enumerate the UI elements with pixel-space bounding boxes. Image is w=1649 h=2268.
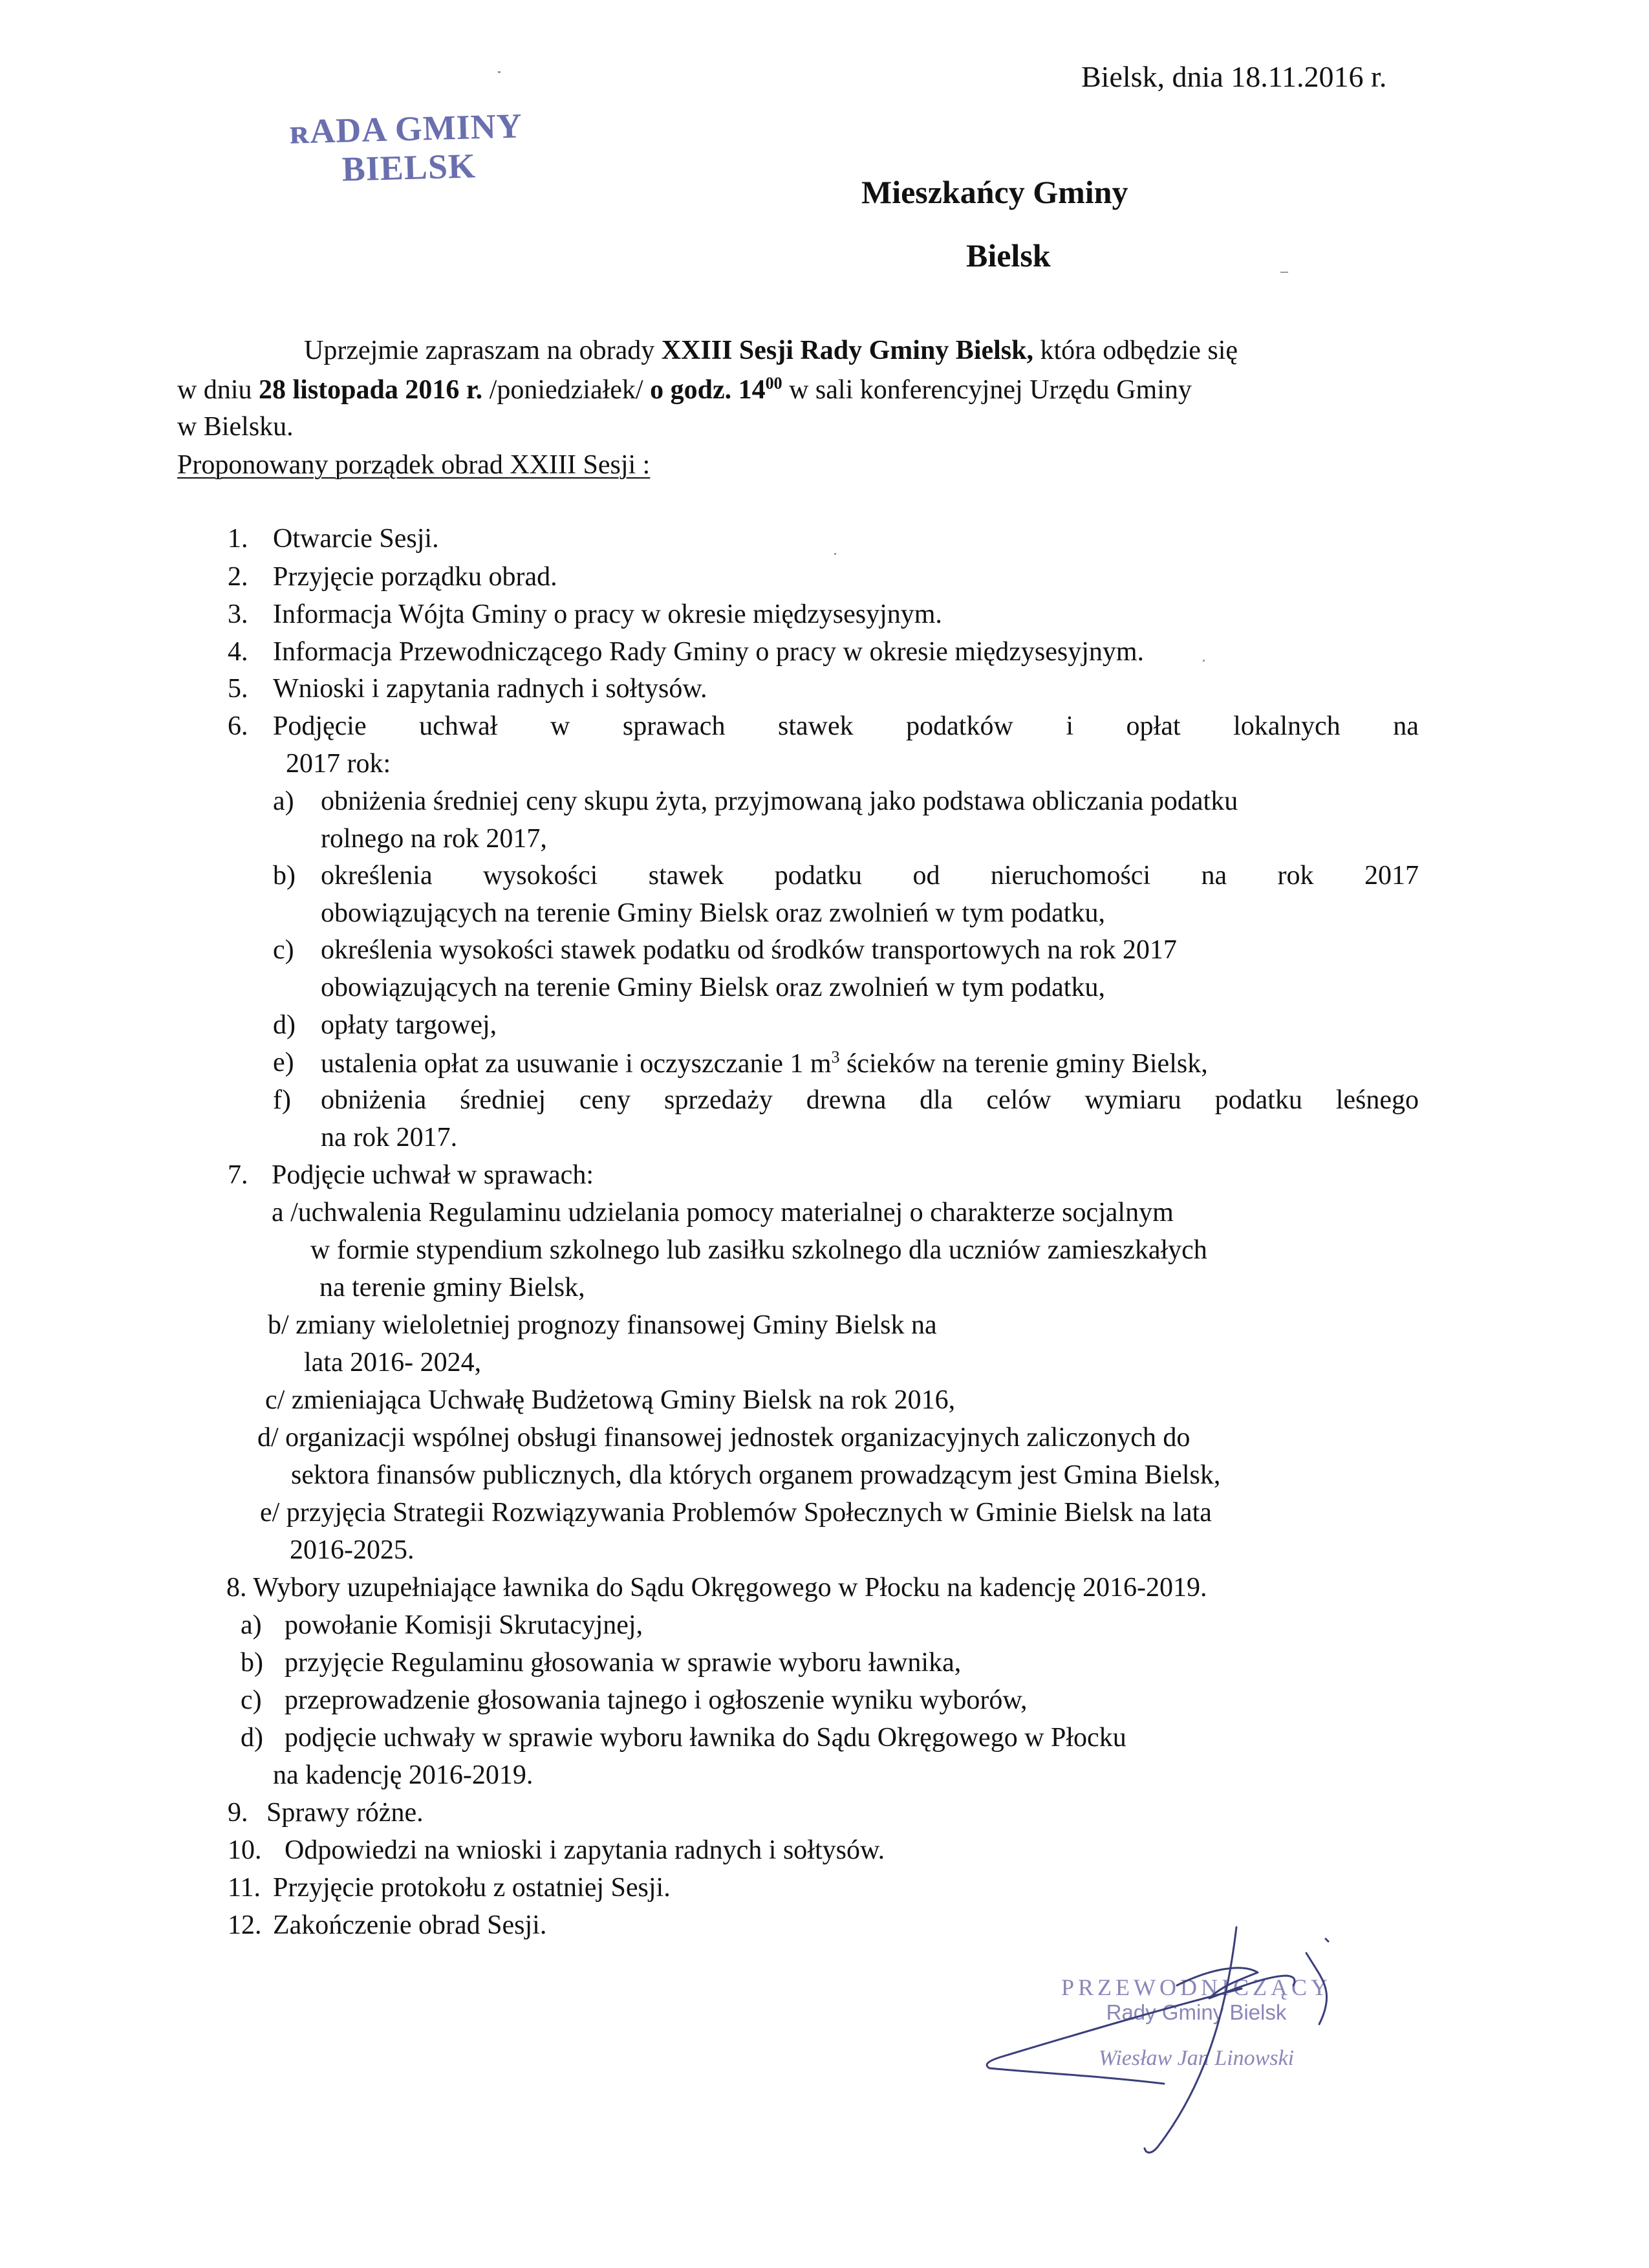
agenda-item-8d: podjęcie uchwały w sprawie wyboru ławnika do Sądu Okręgowego w Płocku [285, 1723, 1126, 1753]
agenda-item-7d: d/ organizacji wspólnej obsługi finansowej jednostek organizacyjnych zaliczonych do [257, 1423, 1191, 1453]
word: uchwał [419, 711, 498, 741]
sub-letter: a) [273, 786, 294, 816]
session-date: 28 listopada 2016 r. [259, 375, 483, 405]
agenda-item-7a: a /uchwalenia Regulaminu udzielania pomocy materialnej o charakterze socjalnym [272, 1198, 1174, 1227]
word: opłat [1126, 711, 1181, 741]
agenda-item-6f [321, 1086, 1419, 1114]
agenda-number: 3. [228, 599, 248, 629]
word: lokalnych [1233, 711, 1341, 741]
word: od [912, 861, 940, 891]
intro-line1 [304, 337, 1238, 364]
agenda-item-7d-cont: sektora finansów publicznych, dla których organem prowadzącym jest Gmina Bielsk, [291, 1460, 1221, 1490]
word: ceny [579, 1085, 631, 1115]
agenda-item-6b-cont: obowiązujących na terenie Gminy Bielsk oraz zwolnień w tym podatku, [321, 898, 1105, 928]
agenda-item-7c: c/ zmieniająca Uchwałę Budżetową Gminy Bielsk na rok 2016, [265, 1385, 956, 1415]
chairman-name: Wiesław Jan Linowski [1098, 2046, 1295, 2070]
word: rok [1277, 861, 1314, 891]
word: określenia [321, 861, 433, 891]
word: i [1066, 711, 1074, 741]
chairman-org: Rady Gminy Bielsk [1106, 2000, 1287, 2024]
word: leśnego [1335, 1085, 1419, 1115]
agenda-item-7e: e/ przyjęcia Strategii Rozwiązywania Problemów Społecznych w Gminie Bielsk na lata [260, 1498, 1212, 1528]
agenda-item-5: Wnioski i zapytania radnych i sołtysów. [273, 674, 707, 704]
agenda-number: 6. [228, 711, 248, 741]
sub-letter: a) [241, 1610, 262, 1640]
agenda-heading: Proponowany porządek obrad XXIII Sesji : [177, 450, 651, 480]
scan-speck [834, 553, 836, 555]
agenda-item-6d: opłaty targowej, [321, 1010, 497, 1040]
agenda-item-6a: obniżenia średniej ceny skupu żyta, przyjmowaną jako podstawa obliczania podatku [321, 786, 1238, 816]
agenda-item-6b [321, 862, 1419, 889]
sub-letter: e) [273, 1048, 294, 1077]
intro-text: w dniu [177, 375, 259, 405]
sub-letter: c) [241, 1685, 262, 1715]
word: w [550, 711, 570, 741]
council-stamp [289, 108, 524, 188]
agenda-item-6c: określenia wysokości stawek podatku od środków transportowych na rok 2017 [321, 935, 1177, 965]
sub-letter: b) [273, 861, 296, 891]
word: celów [986, 1085, 1051, 1115]
addressee-line1: Mieszkańcy Gminy [861, 174, 1128, 210]
word: nieruchomości [990, 861, 1151, 891]
agenda-item-8d-cont: na kadencję 2016-2019. [273, 1760, 534, 1790]
agenda-item-7e-cont: 2016-2025. [290, 1535, 415, 1565]
scan-speck [1203, 660, 1205, 662]
intro-text: Uprzejmie zapraszam na obrady [304, 336, 662, 365]
agenda-item-7b: b/ zmiany wieloletniej prognozy finansowej Gminy Bielsk na [268, 1310, 937, 1340]
agenda-item-11: Przyjęcie protokołu z ostatniej Sesji. [273, 1873, 671, 1903]
session-time [650, 375, 782, 405]
agenda-item-1: Otwarcie Sesji. [273, 524, 439, 554]
addressee-line2: Bielsk [966, 237, 1051, 274]
word: 2017 [1364, 861, 1419, 891]
word: drewna [806, 1085, 887, 1115]
agenda-number: 9. [228, 1798, 248, 1828]
handwritten-signature [905, 1914, 1410, 2160]
session-time-text: o godz. 14 [650, 375, 766, 405]
agenda-item-3: Informacja Wójta Gminy o pracy w okresie międzysesyjnym. [273, 599, 942, 629]
intro-line3: w Bielsku. [177, 412, 294, 442]
agenda-item-7a-cont: w formie stypendium szkolnego lub zasiłku szkolnego dla uczniów zamieszkałych [310, 1235, 1207, 1265]
council-stamp-line1: ʀADA GMINY [288, 106, 523, 151]
agenda-item-6f-cont: na rok 2017. [321, 1123, 458, 1152]
council-stamp-line2: BIELSK [341, 146, 477, 189]
word: sprawach [622, 711, 726, 741]
agenda-item-7a-cont: na terenie gminy Bielsk, [319, 1273, 585, 1302]
agenda-item-6a-cont: rolnego na rok 2017, [321, 824, 547, 854]
word: wysokości [482, 861, 598, 891]
agenda-item-4: Informacja Przewodniczącego Rady Gminy o pracy w okresie międzysesyjnym. [273, 637, 1145, 667]
agenda-number: 4. [228, 637, 248, 667]
sub-letter: c) [273, 935, 294, 965]
word: na [1201, 861, 1227, 891]
sub-letter: d) [273, 1010, 296, 1040]
intro-text: która odbędzie się [1033, 336, 1238, 365]
agenda-number: 11. [228, 1873, 261, 1903]
agenda-item-8c: przeprowadzenie głosowania tajnego i ogłoszenie wyniku wyborów, [285, 1685, 1028, 1715]
superscript: 3 [831, 1048, 840, 1066]
session-time-minutes: 00 [765, 374, 782, 393]
sub-letter: d) [241, 1723, 263, 1753]
agenda-number: 1. [228, 524, 248, 554]
item-text: ustalenia opłat za usuwanie i oczyszczanie 1 m [321, 1049, 832, 1079]
agenda-number: 10. [228, 1835, 262, 1865]
intro-line2 [177, 375, 1192, 404]
place-date: Bielsk, dnia 18.11.2016 r. [1081, 60, 1387, 93]
word: stawek [648, 861, 724, 891]
agenda-item-7: Podjęcie uchwał w sprawach: [272, 1160, 594, 1190]
item-text: ścieków na terenie gminy Bielsk, [839, 1049, 1208, 1079]
agenda-item-10: Odpowiedzi na wnioski i zapytania radnych i sołtysów. [285, 1835, 885, 1865]
session-name: XXIII Sesji Rady Gminy Bielsk, [661, 336, 1033, 365]
word: sprzedaży [664, 1085, 773, 1115]
sub-letter: f) [273, 1085, 291, 1115]
agenda-item-8b: przyjęcie Regulaminu głosowania w sprawie wyboru ławnika, [285, 1648, 962, 1678]
word: podatku [1214, 1085, 1302, 1115]
agenda-number: 12. [228, 1910, 262, 1940]
chairman-title: PRZEWODNICZĄCY [1061, 1974, 1331, 2000]
word: Podjęcie [273, 711, 367, 741]
word: średniej [460, 1085, 546, 1115]
agenda-item-7b-cont: lata 2016- 2024, [304, 1348, 482, 1377]
word: wymiaru [1084, 1085, 1181, 1115]
agenda-item-6 [273, 713, 1419, 740]
agenda-item-12: Zakończenie obrad Sesji. [273, 1910, 547, 1940]
agenda-number: 2. [228, 562, 248, 592]
agenda-item-8: 8. Wybory uzupełniające ławnika do Sądu Okręgowego w Płocku na kadencję 2016-2019. [226, 1573, 1207, 1603]
scan-speck [1280, 272, 1288, 273]
word: podatków [906, 711, 1013, 741]
sub-letter: b) [241, 1648, 263, 1678]
agenda-item-6-cont: 2017 rok: [286, 749, 391, 779]
agenda-number: 7. [228, 1160, 248, 1190]
scan-speck [498, 71, 501, 73]
agenda-item-8a: powołanie Komisji Skrutacyjnej, [285, 1610, 643, 1640]
agenda-number: 5. [228, 674, 248, 704]
agenda-item-9: Sprawy różne. [266, 1798, 424, 1828]
word: obniżenia [321, 1085, 427, 1115]
intro-text: w sali konferencyjnej Urzędu Gminy [782, 375, 1192, 405]
agenda-item-6e [321, 1049, 1208, 1077]
intro-text: /poniedziałek/ [482, 375, 651, 405]
agenda-item-2: Przyjęcie porządku obrad. [273, 562, 557, 592]
word: dla [920, 1085, 953, 1115]
word: stawek [777, 711, 854, 741]
word: na [1393, 711, 1419, 741]
agenda-item-6c-cont: obowiązujących na terenie Gminy Bielsk oraz zwolnień w tym podatku, [321, 973, 1105, 1002]
word: podatku [774, 861, 863, 891]
